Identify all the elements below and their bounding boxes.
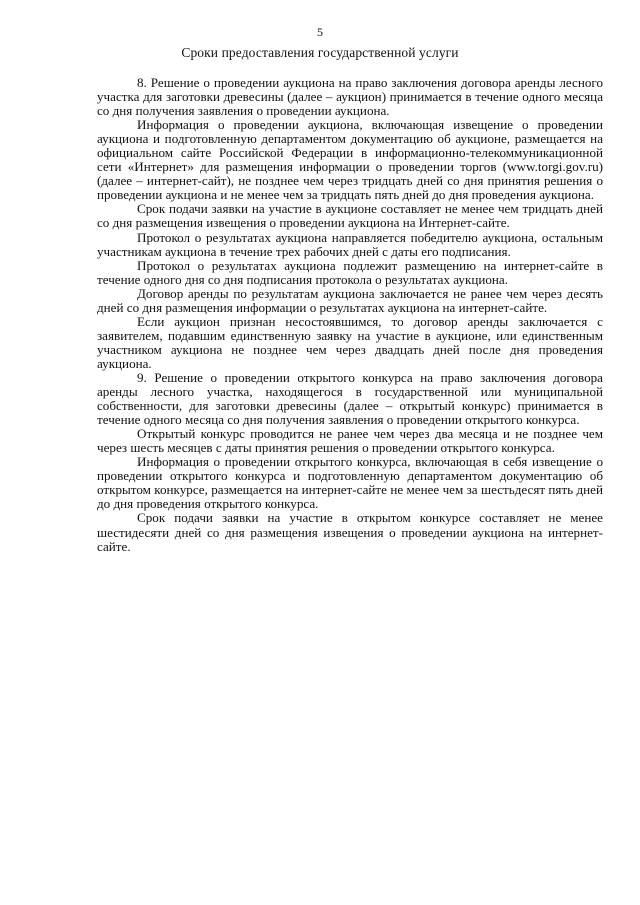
paragraph-open-contest-application-period: Срок подачи заявки на участие в открытом конкурсе составляет не менее шестидесяти дней со дня размещения извещения о проведении аукциона на интернет-сайте. [97,510,603,554]
section-title: Сроки предоставления государственной услуги [181,45,459,60]
page-number: 5 [317,25,323,39]
paragraph-auction-protocol-delivery: Протокол о результатах аукциона направляется победителю аукциона, остальным участникам аукциона в течение трех рабочих дней с даты его подписания. [97,229,603,259]
paragraph-open-contest-timing: Открытый конкурс проводится не ранее чем через два месяца и не позднее чем через шесть месяцев с даты принятия решения о проведении открытого конкурса. [97,426,603,456]
paragraph-auction-information: Информация о проведении аукциона, включающая извещение о проведении аукциона и подготовленную департаментом документацию об аукционе, размещается на официальном сайте Российской Федерации в информационно-телекоммуникационной сети «Интернет» для размещения информации о проведении торгов (www.torgi.gov.ru) (далее – интернет-сайт), не позднее чем через тридцать дней со дня принятия решения о проведении аукциона и не менее чем за тридцать пять дней до дня проведения аукциона. [97,117,603,203]
paragraph-open-contest-information: Информация о проведении открытого конкурса, включающая в себя извещение о проведении открытого конкурса и подготовленную департаментом документацию об открытом конкурсе, размещается на интернет-сайте не менее чем за шестьдесят пять дней до дня проведения открытого конкурса. [97,454,603,512]
paragraph-8-auction-decision: 8. Решение о проведении аукциона на право заключения договора аренды лесного участка для заготовки древесины (далее – аукцион) принимается в течение одного месяца со дня получения заявления о проведении аукциона. [97,75,603,119]
paragraph-failed-auction: Если аукцион признан несостоявшимся, то договор аренды заключается с заявителем, подавшим единственную заявку на участие в аукционе, или единственным участником аукциона не позднее чем через двадцать дней после дня проведения аукциона. [97,313,603,371]
paragraph-lease-contract-auction: Договор аренды по результатам аукциона заключается не ранее чем через десять дней со дня размещения информации о результатах аукциона на интернет-сайте. [97,285,603,315]
document-body [97,76,603,554]
paragraph-9-open-contest-decision: 9. Решение о проведении открытого конкурса на право заключения договора аренды лесного участка, находящегося в государственной или муниципальной собственности, для заготовки древесины (далее – открытый конкурс) принимается в течение одного месяца со дня получения заявления о проведении открытого конкурса. [97,369,603,428]
paragraph-auction-protocol-publication: Протокол о результатах аукциона подлежит размещению на интернет-сайте в течение одного дня со дня подписания протокола о результатах аукциона. [97,257,603,287]
paragraph-auction-application-period: Срок подачи заявки на участие в аукционе составляет не менее чем тридцать дней со дня размещения извещения о проведении аукциона на Интернет-сайте. [97,201,603,231]
